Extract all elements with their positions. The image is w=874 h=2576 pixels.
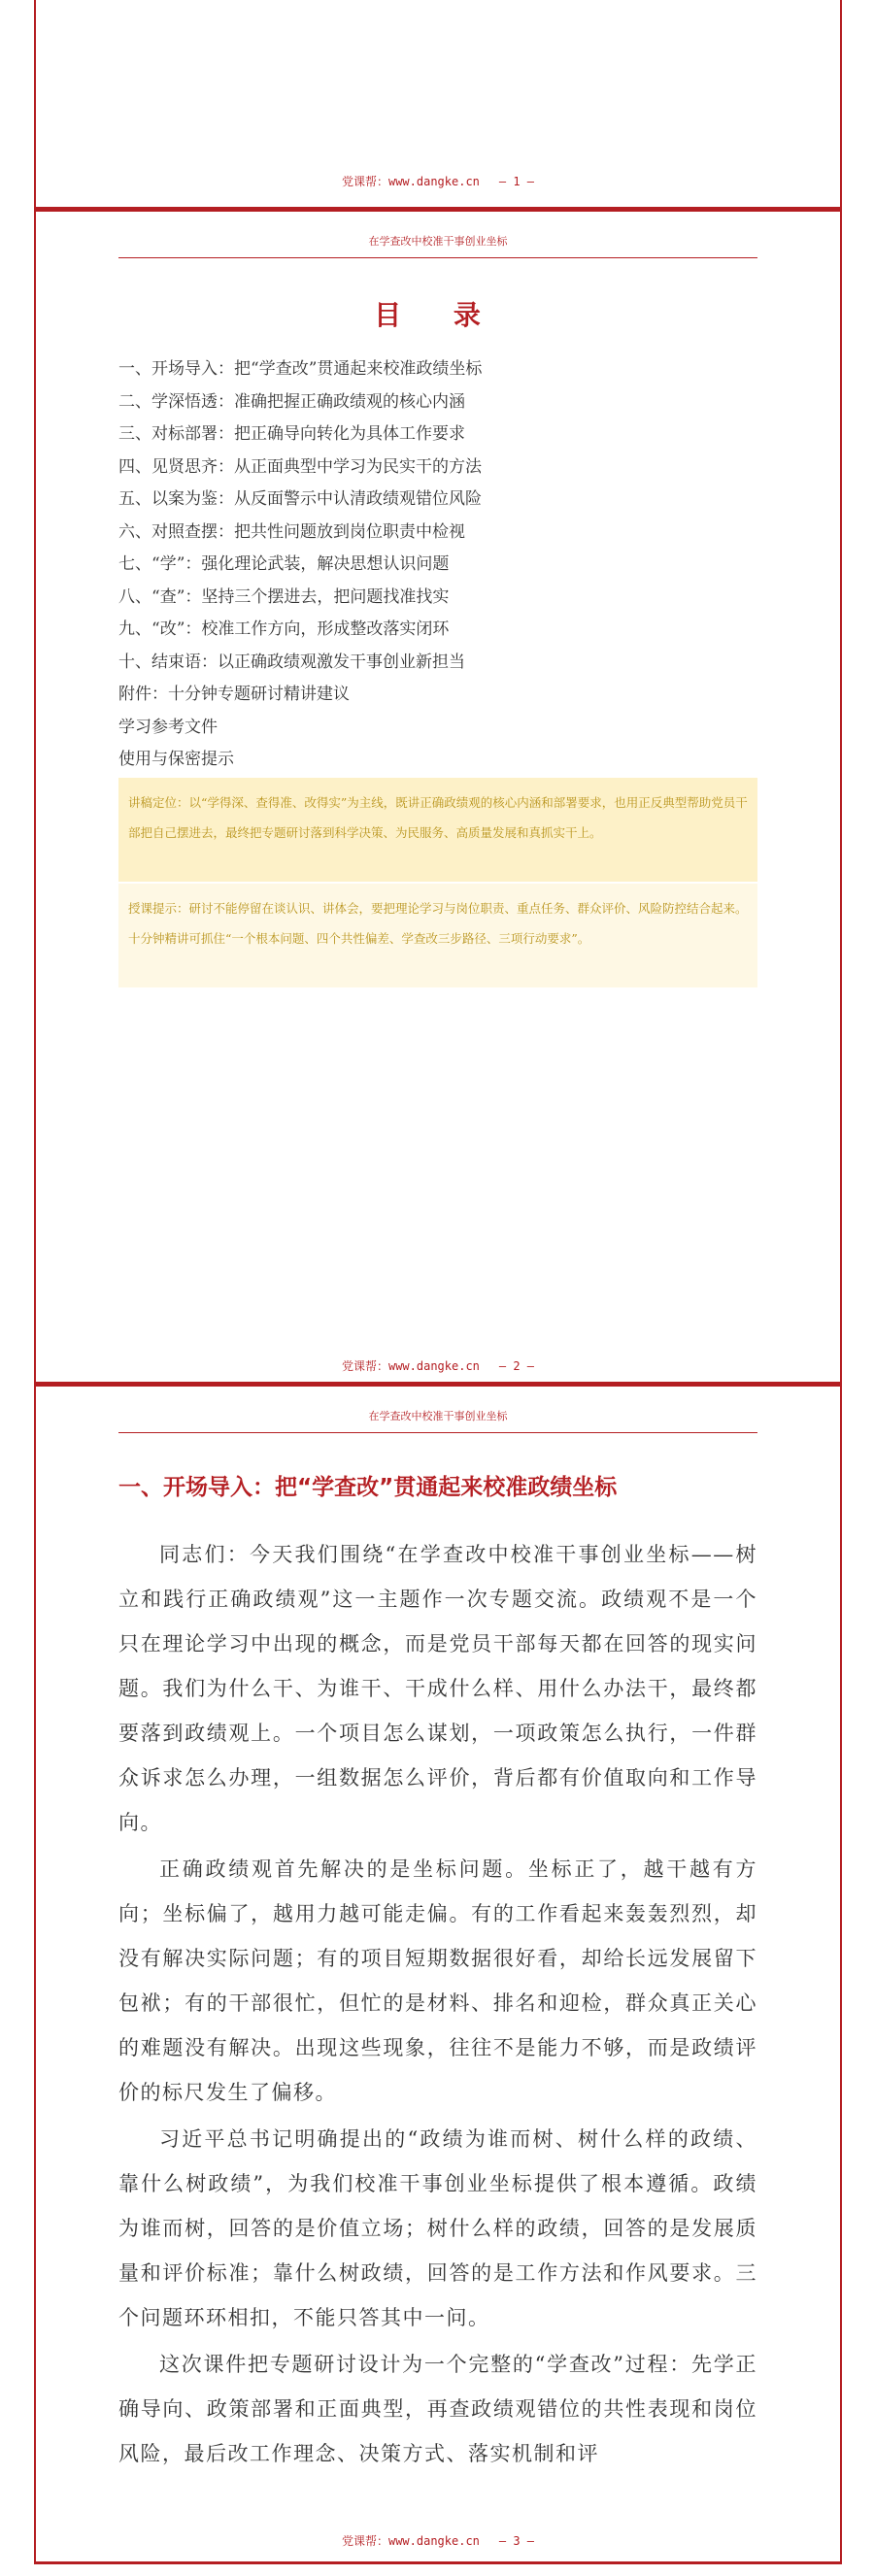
positioning-note: 讲稿定位：以“学得深、查得准、改得实”为主线，既讲正确政绩观的核心内涵和部署要求，也用正反典型帮助党员干部把自己摆进去，最终把专题研讨落到科学决策、为民服务、高质量发展和真抓实干上。 bbox=[118, 778, 757, 882]
footer-site[interactable]: 党课帮：www.dangke.cn bbox=[341, 175, 480, 188]
toc-item[interactable]: 二、学深悟透：准确把握正确政绩观的核心内涵 bbox=[118, 391, 465, 412]
toc-item[interactable]: 五、以案为鉴：从反面警示中认清政绩观错位风险 bbox=[118, 489, 482, 509]
teaching-tip-note: 授课提示：研讨不能停留在谈认识、讲体会，要把理论学习与岗位职责、重点任务、群众评价、风险防控结合起来。十分钟精讲可抓住“一个根本问题、四个共性偏差、学查改三步路径、三项行动要求”。 bbox=[118, 884, 757, 987]
page-2 bbox=[34, 210, 842, 1385]
toc-item[interactable]: 学习参考文件 bbox=[118, 717, 218, 737]
page-footer bbox=[36, 1357, 840, 1374]
table-of-contents bbox=[118, 353, 757, 777]
body-paragraph: 习近平总书记明确提出的“政绩为谁而树、树什么样的政绩、靠什么树政绩”，为我们校准干事创业坐标提供了根本遵循。政绩为谁而树，回答的是价值立场；树什么样的政绩，回答的是发展质量和评价标准；靠什么树政绩，回答的是工作方法和作风要求。三个问题环环相扣，不能只答其中一问。 bbox=[118, 2127, 757, 2329]
running-head: 在学查改中校准干事创业坐标 bbox=[118, 233, 757, 258]
toc-item[interactable]: 十、结束语：以正确政绩观激发干事创业新担当 bbox=[118, 652, 465, 672]
page-footer bbox=[36, 2532, 840, 2549]
toc-item[interactable]: 四、见贤思齐：从正面典型中学习为民实干的方法 bbox=[118, 456, 482, 477]
toc-item[interactable]: 七、“学”：强化理论武装，解决思想认识问题 bbox=[118, 554, 450, 574]
toc-item[interactable]: 一、开场导入：把“学查改”贯通起来校准政绩坐标 bbox=[118, 359, 483, 379]
page-number: — 2 — bbox=[498, 1359, 535, 1373]
page-footer bbox=[36, 173, 840, 189]
toc-item[interactable]: 使用与保密提示 bbox=[118, 750, 234, 769]
body-paragraph: 正确政绩观首先解决的是坐标问题。坐标正了，越干越有方向；坐标偏了，越用力越可能走偏。有的工作看起来轰轰烈烈，却没有解决实际问题；有的项目短期数据很好看，却给长远发展留下包袱；有的干部很忙，但忙的是材料、排名和迎检，群众真正关心的难题没有解决。出现这些现象，往往不是能力不够，而是政绩评价的标尺发生了偏移。 bbox=[118, 1857, 757, 2104]
page-number: — 3 — bbox=[498, 2534, 535, 2548]
section-body bbox=[118, 1532, 757, 2478]
footer-site[interactable]: 党课帮：www.dangke.cn bbox=[341, 2534, 480, 2548]
footer-site[interactable]: 党课帮：www.dangke.cn bbox=[341, 1359, 480, 1373]
body-paragraph: 同志们：今天我们围绕“在学查改中校准干事创业坐标——树立和践行正确政绩观”这一主题作一次专题交流。政绩观不是一个只在理论学习中出现的概念，而是党员干部每天都在回答的现实问题。我们为什么干、为谁干、干成什么样、用什么办法干，最终都要落到政绩观上。一个项目怎么谋划，一项政策怎么执行，一件群众诉求怎么办理，一组数据怎么评价，背后都有价值取向和工作导向。 bbox=[118, 1543, 757, 1834]
page-number: — 1 — bbox=[498, 175, 535, 188]
toc-item[interactable]: 八、“查”：坚持三个摆进去，把问题找准找实 bbox=[118, 586, 450, 607]
toc-item[interactable]: 六、对照查摆：把共性问题放到岗位职责中检视 bbox=[118, 521, 465, 542]
toc-item[interactable]: 九、“改”：校准工作方向，形成整改落实闭环 bbox=[118, 619, 450, 639]
toc-item[interactable]: 三、对标部署：把正确导向转化为具体工作要求 bbox=[118, 424, 465, 444]
toc-title: 目 录 bbox=[374, 299, 502, 331]
running-head: 在学查改中校准干事创业坐标 bbox=[118, 1408, 757, 1433]
toc-item[interactable]: 附件：十分钟专题研讨精讲建议 bbox=[118, 685, 350, 704]
page-3 bbox=[34, 1385, 842, 2564]
body-paragraph: 这次课件把专题研讨设计为一个完整的“学查改”过程：先学正确导向、政策部署和正面典型，再查政绩观错位的共性表现和岗位风险，最后改工作理念、决策方式、落实机制和评 bbox=[118, 2353, 757, 2465]
page-1 bbox=[34, 0, 842, 210]
section-heading: 一、开场导入：把“学查改”贯通起来校准政绩坐标 bbox=[118, 1475, 618, 1500]
